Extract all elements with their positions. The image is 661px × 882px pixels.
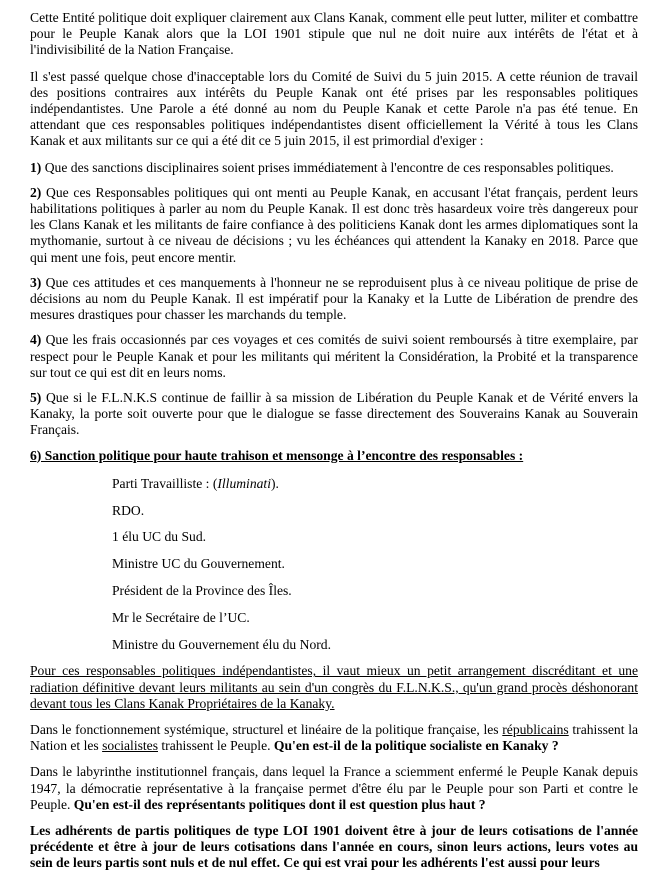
demand-text: Que ces attitudes et ces manquements à l'honneur ne se reproduisent plus à ce niveau politique de prise de décisions au nom du Peuple Kanak. Il est impératif pour la Kanaky et la Lutte de Libération de prendre des mesures drastiques pour chasser les marchands du temple. — [30, 274, 638, 323]
demand-number: 4) — [30, 332, 42, 348]
paragraph-adherents: Les adhérents de partis politiques de type LOI 1901 doivent être à jour de leurs cotisations de l'année précédente et être à jour de leurs cotisations dans l'année en cours, sinon leurs actions, leurs votes au sein de leurs partis sont nuls et de nul effet. Ce qui est vrai pour les adhérents l'est aussi pour leurs — [30, 823, 638, 871]
paragraph-entite: Cette Entité politique doit expliquer clairement aux Clans Kanak, comment elle peut lutter, militer et combattre pour le Peuple Kanak alors que la LOI 1901 stipule que nul ne doit nuire aux intérêts de l'état et à l'indivisibilité de la Nation Française. — [30, 10, 638, 58]
paragraph-comite-suivi: Il s'est passé quelque chose d'inacceptable lors du Comité de Suivi du 5 juin 2015. A cette réunion de travail des positions contraires aux intérêts du Peuple Kanak ont été prises par les responsables politiques indépendantistes. Une Parole a été donné au nom du Peuple Kanak et cette Parole n'a pas été tenue. En attendant que ces responsables politiques indépendantistes disent officiellement la Vérité à tous les Clans Kanak et aux militants sur ce qui a été dit ce 5 juin 2015, il est primordial d'exiger : — [30, 68, 638, 149]
demand-item-4 — [30, 332, 638, 381]
demand-item-2 — [30, 185, 638, 266]
section-heading-6: 6) Sanction politique pour haute trahison et mensonge à l’encontre des responsables : — [30, 447, 524, 463]
demand-text: Que si le F.L.N.K.S continue de faillir à sa mission de Libération du Peuple Kanak et de Vérité envers la Kanaky, la porte soit ouverte pour que le dialogue se fasse directement des Souverains Kanak au Souverain Français. — [30, 390, 638, 438]
paragraph-fonctionnement: Dans le fonctionnement systémique, structurel et linéaire de la politique française, les républicains trahissent la Nation et les socialistes trahissent le Peuple. Qu'en est-il de la politique socialiste en Kanaky ? — [30, 722, 638, 754]
demand-number: 3) — [30, 274, 42, 290]
list-item: 1 élu UC du Sud. — [112, 529, 207, 545]
document-page — [30, 10, 638, 882]
demand-text: Que ces Responsables politiques qui ont menti au Peuple Kanak, en accusant l'état français, perdent leurs habilitations politiques à parler au nom du Peuple Kanak. Il est donc très hasardeux voire très dangereux pour les Clans Kanak et les militants de faire confiance à des politiciens Kanak dont les armes diplomatiques sont la mythomanie, surtout à ce niveau de décisions ; vu les échéances qui attendent la Kanaky en 2018. Parce que qui ment une fois, peut encore mentir. — [30, 184, 638, 265]
list-item: Président de la Province des Îles. — [112, 583, 292, 599]
demand-number: 5) — [30, 390, 42, 406]
list-item: Ministre du Gouvernement élu du Nord. — [112, 636, 331, 652]
sanctioned-list — [30, 476, 638, 653]
demand-item-5 — [30, 390, 638, 439]
demand-number: 2) — [30, 184, 42, 200]
paragraph-underlined: Pour ces responsables politiques indépendantistes, il vaut mieux un petit arrangement discréditant et une radiation définitive devant leurs militants au sein d'un congrès du F.L.N.K.S., qu'un grand procès déshonorant devant tous les Clans Kanak Propriétaires de la Kanaky. — [30, 663, 638, 711]
demand-item-3 — [30, 275, 638, 324]
demand-number: 1) — [30, 159, 42, 175]
list-item: Parti Travailliste : (Illuminati). — [112, 475, 279, 491]
demand-text: Que des sanctions disciplinaires soient prises immédiatement à l'encontre de ces responsables politiques. — [41, 159, 614, 175]
paragraph-labyrinthe: Dans le labyrinthe institutionnel français, dans lequel la France a sciemment enfermé le Peuple Kanak depuis 1947, la démocratie représentative à la française permet d'être élu par le Peuple pour son Parti et contre le Peuple. Qu'en est-il des représentants politiques dont il est question plus haut ? — [30, 764, 638, 812]
demand-text: Que les frais occasionnés par ces voyages et ces comités de suivi soient remboursés à titre exemplaire, par respect pour le Peuple Kanak et pour les militants qui méritent la Considération, la Probité et la transparence sur tout ce qui est dit en leurs noms. — [30, 332, 638, 380]
demand-item-1 — [30, 160, 638, 176]
list-item: RDO. — [112, 502, 145, 518]
list-item: Ministre UC du Gouvernement. — [112, 556, 285, 572]
list-item: Mr le Secrétaire de l’UC. — [112, 609, 250, 625]
